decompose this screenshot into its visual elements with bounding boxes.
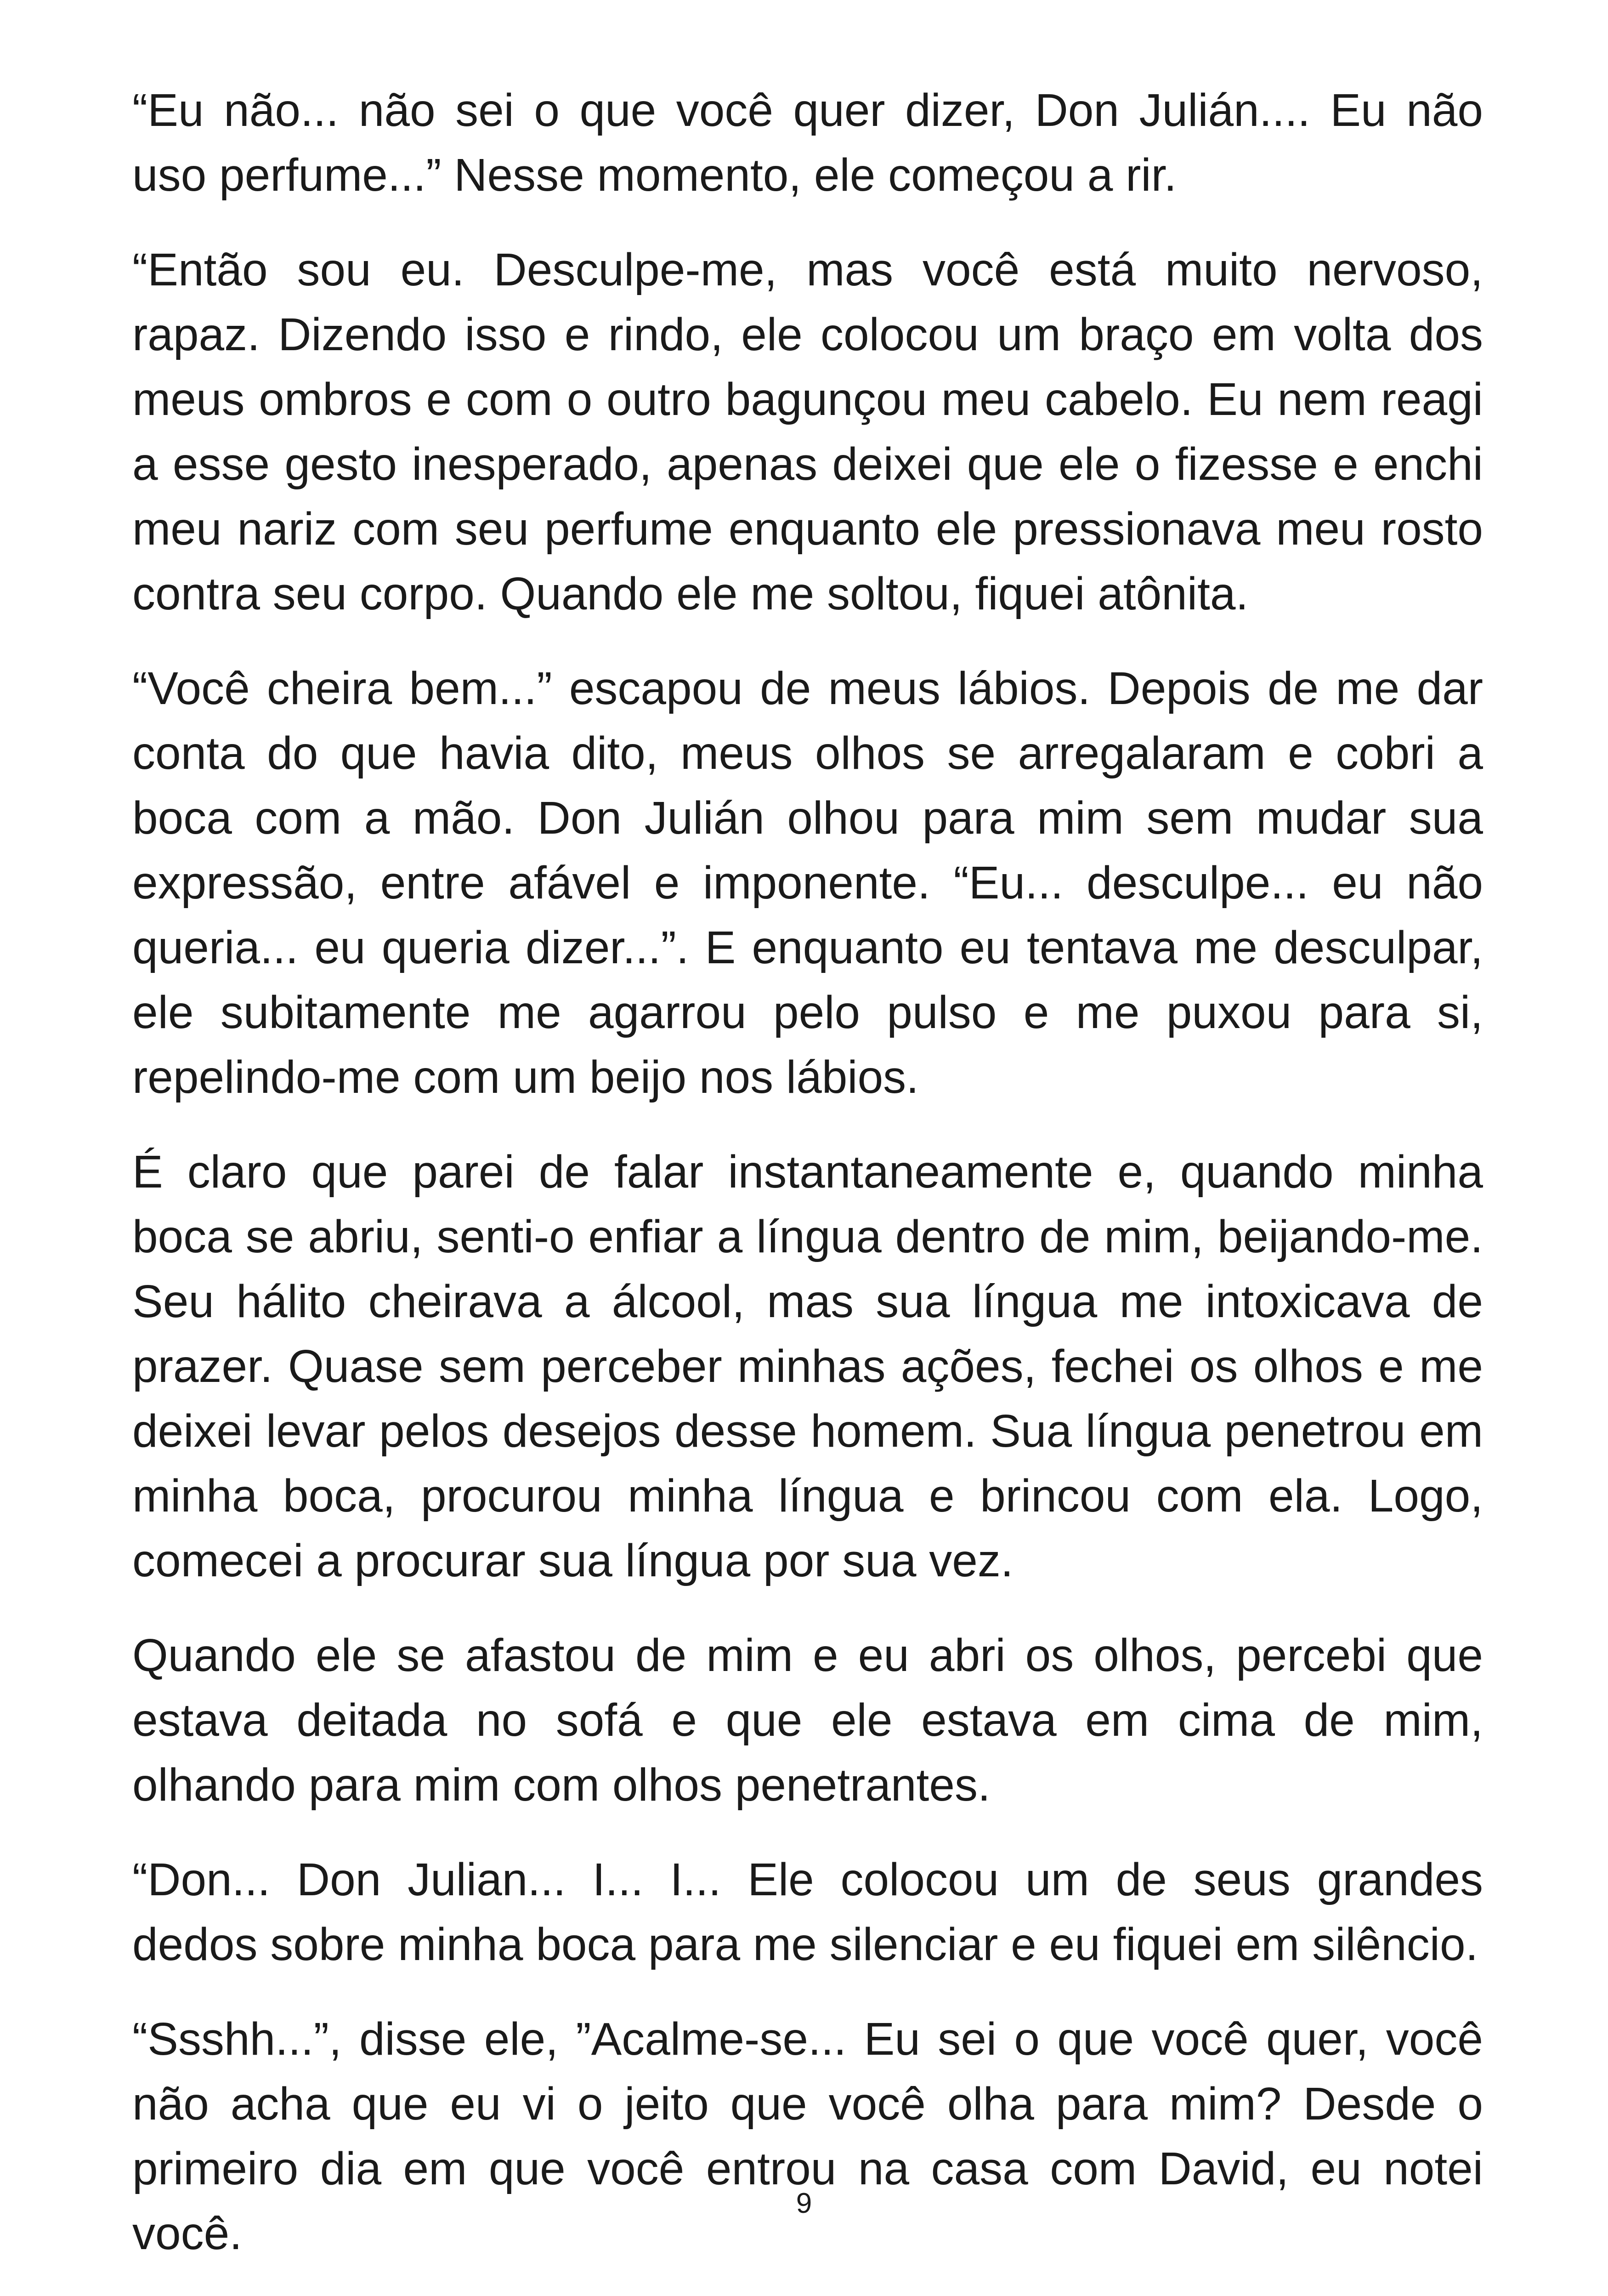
paragraph: “Então sou eu. Desculpe-me, mas você está muito nervoso, rapaz. Dizendo isso e rindo, ele colocou um braço em volta dos meus ombros e com o outro bagunçou meu cabelo. Eu nem reagi a esse gesto inesperado, apenas deixei que ele o fizesse e enchi meu nariz com seu perfume enquanto ele pressionava meu rosto contra seu corpo. Quando ele me soltou, fiquei atônita. <box>132 244 1483 619</box>
paragraph: “Você cheira bem...” escapou de meus lábios. Depois de me dar conta do que havia dito, meus olhos se arregalaram e cobri a boca com a mão. Don Julián olhou para mim sem mudar sua expressão, entre afável e imponente. “Eu... desculpe... eu não queria... eu queria dizer...”. E enquanto eu tentava me desculpar, ele subitamente me agarrou pelo pulso e me puxou para si, repelindo-me com um beijo nos lábios. <box>132 663 1483 1103</box>
paragraph: Quando ele se afastou de mim e eu abri os olhos, percebi que estava deitada no sofá e que ele estava em cima de mim, olhando para mim com olhos penetrantes. <box>132 1630 1483 1811</box>
page-body <box>132 78 1483 2296</box>
paragraph: “Don... Don Julian... I... I... Ele colocou um de seus grandes dedos sobre minha boca para me silenciar e eu fiquei em silêncio. <box>132 1854 1483 1970</box>
paragraph: “Ssshh...”, disse ele, ”Acalme-se... Eu sei o que você quer, você não acha que eu vi o jeito que você olha para mim? Desde o primeiro dia em que você entrou na casa com David, eu notei você. <box>132 2013 1483 2259</box>
paragraph: “Eu não... não sei o que você quer dizer, Don Julián.... Eu não uso perfume...” Nesse momento, ele começou a rir. <box>132 85 1483 201</box>
paragraph: É claro que parei de falar instantaneamente e, quando minha boca se abriu, senti-o enfiar a língua dentro de mim, beijando-me. Seu hálito cheirava a álcool, mas sua língua me intoxicava de prazer. Quase sem perceber minhas ações, fechei os olhos e me deixei levar pelos desejos desse homem. Sua língua penetrou em minha boca, procurou minha língua e brincou com ela. Logo, comecei a procurar sua língua por sua vez. <box>132 1146 1483 1586</box>
page-number: 9 <box>796 2188 812 2219</box>
